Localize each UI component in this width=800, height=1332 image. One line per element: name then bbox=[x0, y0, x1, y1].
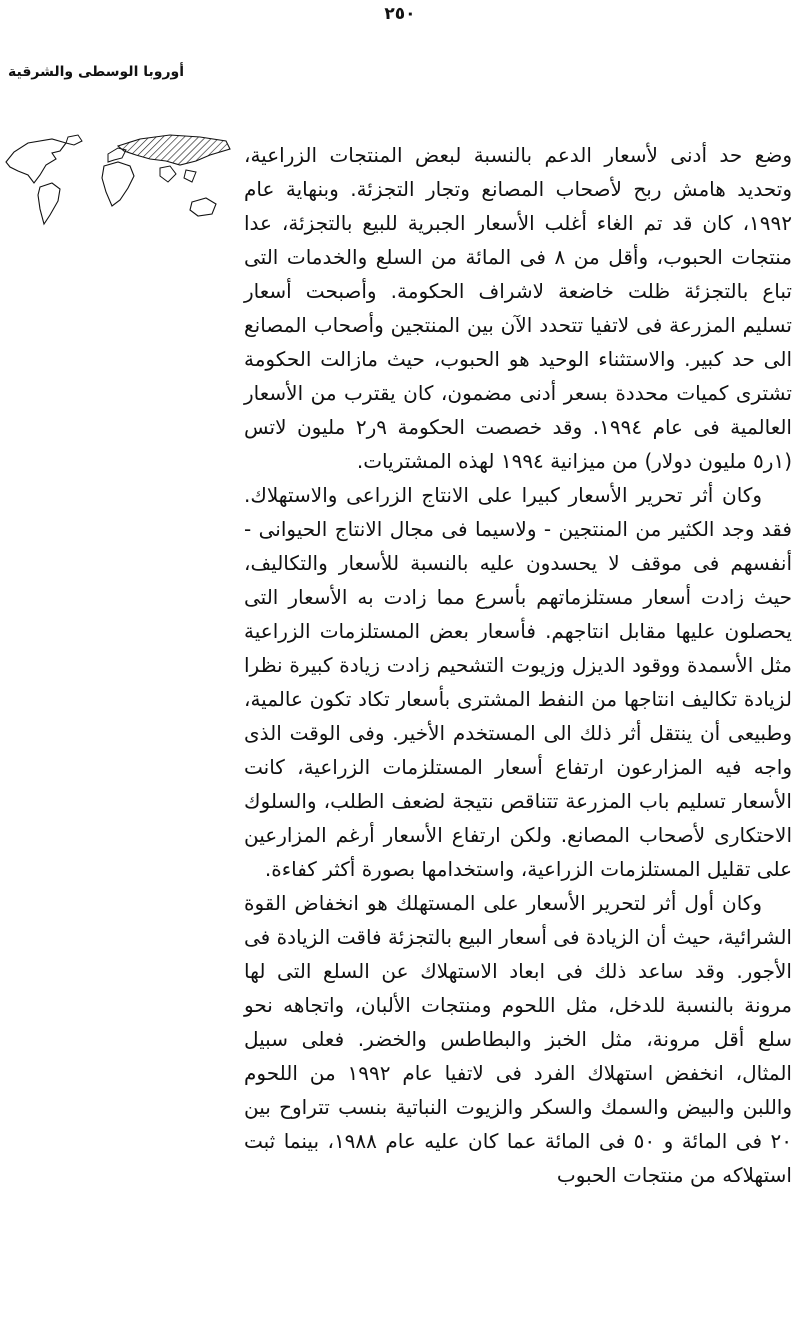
page-number: ٢٥٠ bbox=[384, 4, 416, 24]
section-heading: أوروبا الوسطى والشرقية bbox=[8, 64, 185, 80]
body-text-paragraph: وضع حد أدنى لأسعار الدعم بالنسبة لبعض المنتجات الزراعية، وتحديد هامش ربح لأصحاب المصانع وتجار التجزئة. وبنهاية عام ١٩٩٢، كان قد تم الغاء أغلب الأسعار الجبرية للبيع بالتجزئة، عدا منتجات الحبوب، وأقل من ٨ فى المائة من السلع والخدمات التى تباع بالتجزئة ظلت خاضعة لاشراف الحكومة. وأصبحت أسعار تسليم المزرعة فى لاتفيا تتحدد الآن بين المنتجين وأصحاب المصانع الى حد كبير. والاستثناء الوحيد هو الحبوب، حيث مازالت الحكومة تشترى كميات محددة بسعر أدنى مضمون، كان يقترب من الأسعار العالمية فى عام ١٩٩٤. وقد خصصت الحكومة ٩ر٢ مليون لاتس (١ر٥ مليون دولار) من ميزانية ١٩٩٤ لهذه المشتريات. bbox=[244, 143, 793, 473]
body-text-paragraph: وكان أول أثر لتحرير الأسعار على المستهلك هو انخفاض القوة الشرائية، حيث أن الزيادة فى أسعار البيع بالتجزئة فاقت الزيادة فى الأجور. وقد ساعد ذلك فى ابعاد الاستهلاك عن السلع التى لها مرونة بالنسبة للدخل، مثل اللحوم ومنتجات الألبان، واتجاهه نحو سلع أقل مرونة، مثل الخبز والبطاطس والخضر. فعلى سبيل المثال، انخفض استهلاك الفرد فى لاتفيا عام ١٩٩٢ من اللحوم واللبن والبيض والسمك والسكر والزيوت النباتية بنسب تتراوح بين ٢٠ فى المائة و ٥٠ فى المائة عما كان عليه عام ١٩٨٨، بينما ثبت استهلاكه من منتجات الحبوب bbox=[244, 891, 792, 1187]
world-map-icon bbox=[0, 130, 234, 234]
body-text-paragraph: وكان أثر تحرير الأسعار كبيرا على الانتاج الزراعى والاستهلاك. فقد وجد الكثير من المنتجين - ولاسيما فى مجال الانتاج الحيوانى - أنفسهم فى موقف لا يحسدون عليه بالنسبة للأسعار والتكاليف، حيث زادت أسعار مستلزماتهم بأسرع مما زادت به الأسعار التى يحصلون عليها مقابل انتاجهم. فأسعار بعض المستلزمات الزراعية مثل الأسمدة ووقود الديزل وزيوت التشحيم زادت زيادة كبيرة نظرا لزيادة تكاليف انتاجها من النفط المشترى بأسعار تكاد تكون عالمية، وطبيعى أن ينتقل أثر ذلك الى المستخدم الأخير. وفى الوقت الذى واجه فيه المزارعون ارتفاع أسعار المستلزمات الزراعية، كانت الأسعار تسليم باب المزرعة تتناقص نتيجة لضعف الطلب، والسلوك الاحتكارى لأصحاب المصانع. ولكن ارتفاع الأسعار أرغم المزارعين على تقليل المستلزمات الزراعية، واستخدامها بصورة أكثر كفاءة. bbox=[244, 483, 792, 881]
main-text-column bbox=[244, 138, 792, 1192]
